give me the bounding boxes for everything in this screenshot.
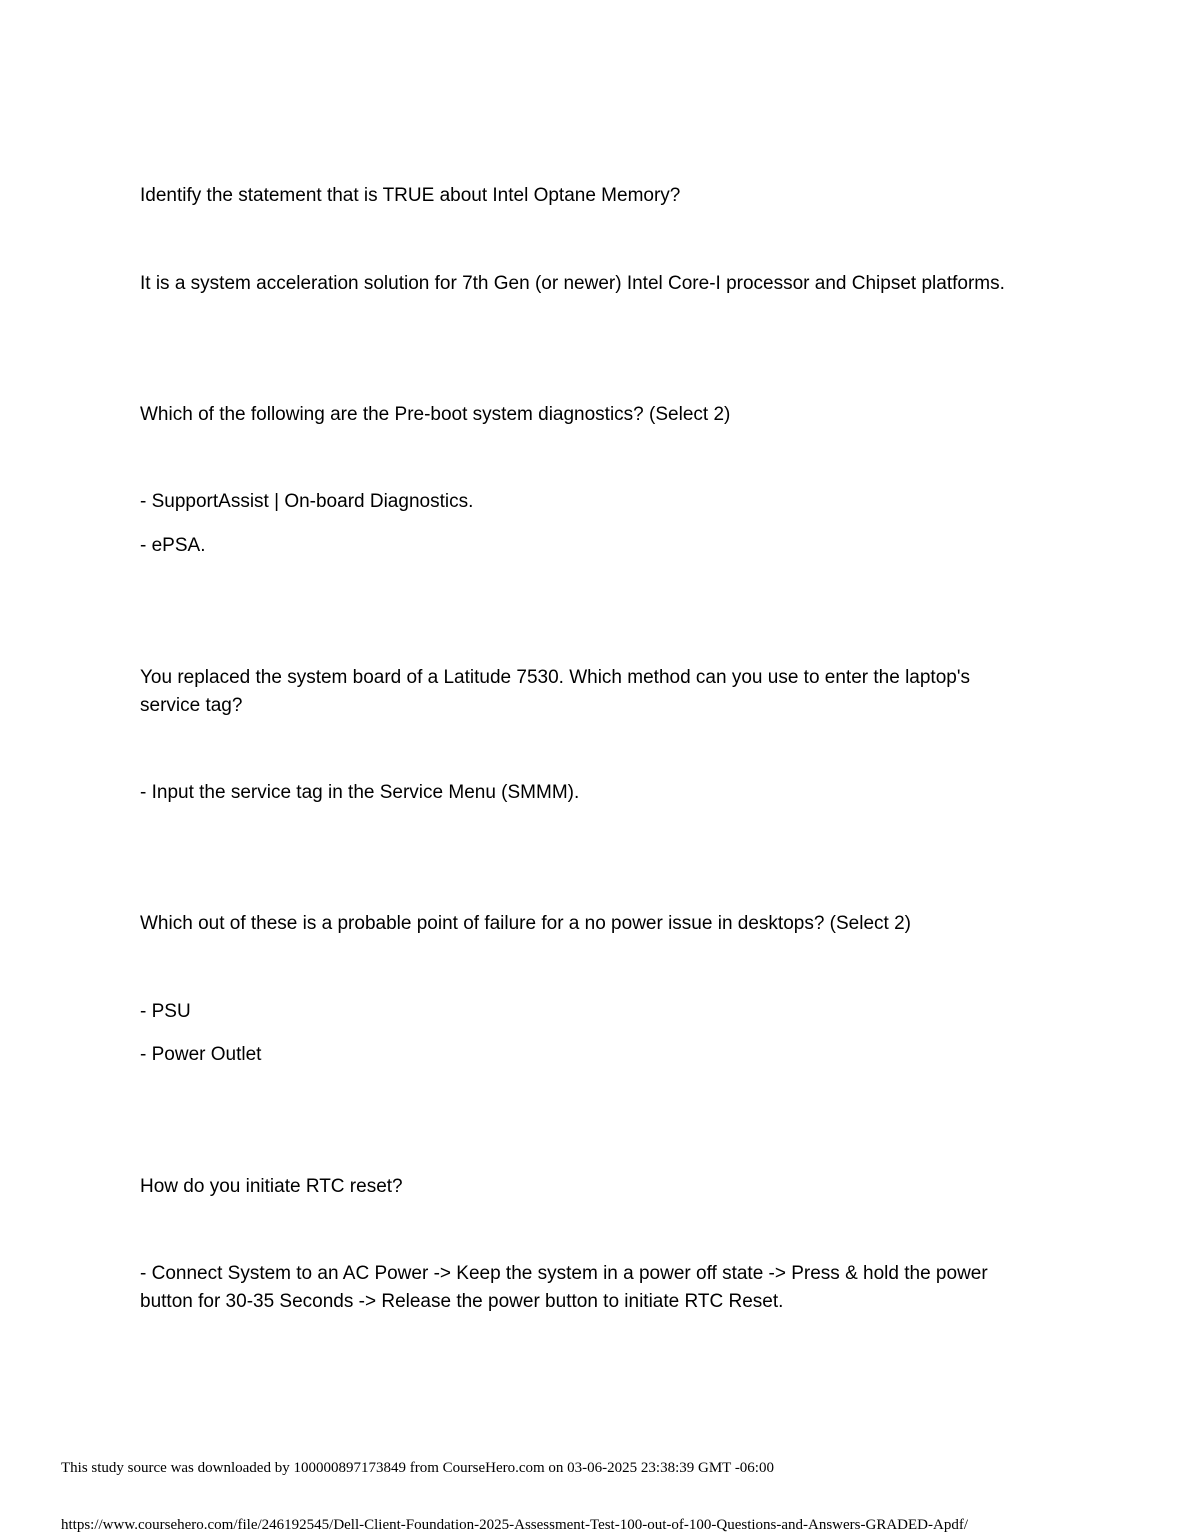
question-5: How do you initiate RTC reset? [140, 1176, 403, 1197]
footer-url[interactable]: https://www.coursehero.com/file/246192545/Dell-Client-Foundation-2025-Assessment-Test-100-out-of-100-Questions-and-Answers-GRADED-Apdf/ [61, 1517, 968, 1533]
answer-5-1: - Connect System to an AC Power -> Keep the system in a power off state -> Press & hold the power button for 30-35 Seconds -> Release the power button to initiate RTC Reset. [140, 1263, 988, 1312]
answer-4-2: - Power Outlet [140, 1044, 262, 1065]
answer-1-1: It is a system acceleration solution for 7th Gen (or newer) Intel Core-I processor and Chipset platforms. [140, 273, 1005, 294]
question-4: Which out of these is a probable point of failure for a no power issue in desktops? (Select 2) [140, 913, 911, 934]
question-1: Identify the statement that is TRUE about Intel Optane Memory? [140, 185, 681, 206]
answer-3-1: - Input the service tag in the Service Menu (SMMM). [140, 782, 580, 803]
question-2: Which of the following are the Pre-boot system diagnostics? (Select 2) [140, 404, 731, 425]
answer-2-1: - SupportAssist | On-board Diagnostics. [140, 491, 474, 512]
answer-4-1: - PSU [140, 1001, 191, 1022]
footer-source-line: This study source was downloaded by 100000897173849 from CourseHero.com on 03-06-2025 23:38:39 GMT -06:00 [61, 1460, 774, 1476]
answer-2-2: - ePSA. [140, 535, 206, 556]
question-3: You replaced the system board of a Latitude 7530. Which method can you use to enter the laptop's service tag? [140, 667, 970, 716]
